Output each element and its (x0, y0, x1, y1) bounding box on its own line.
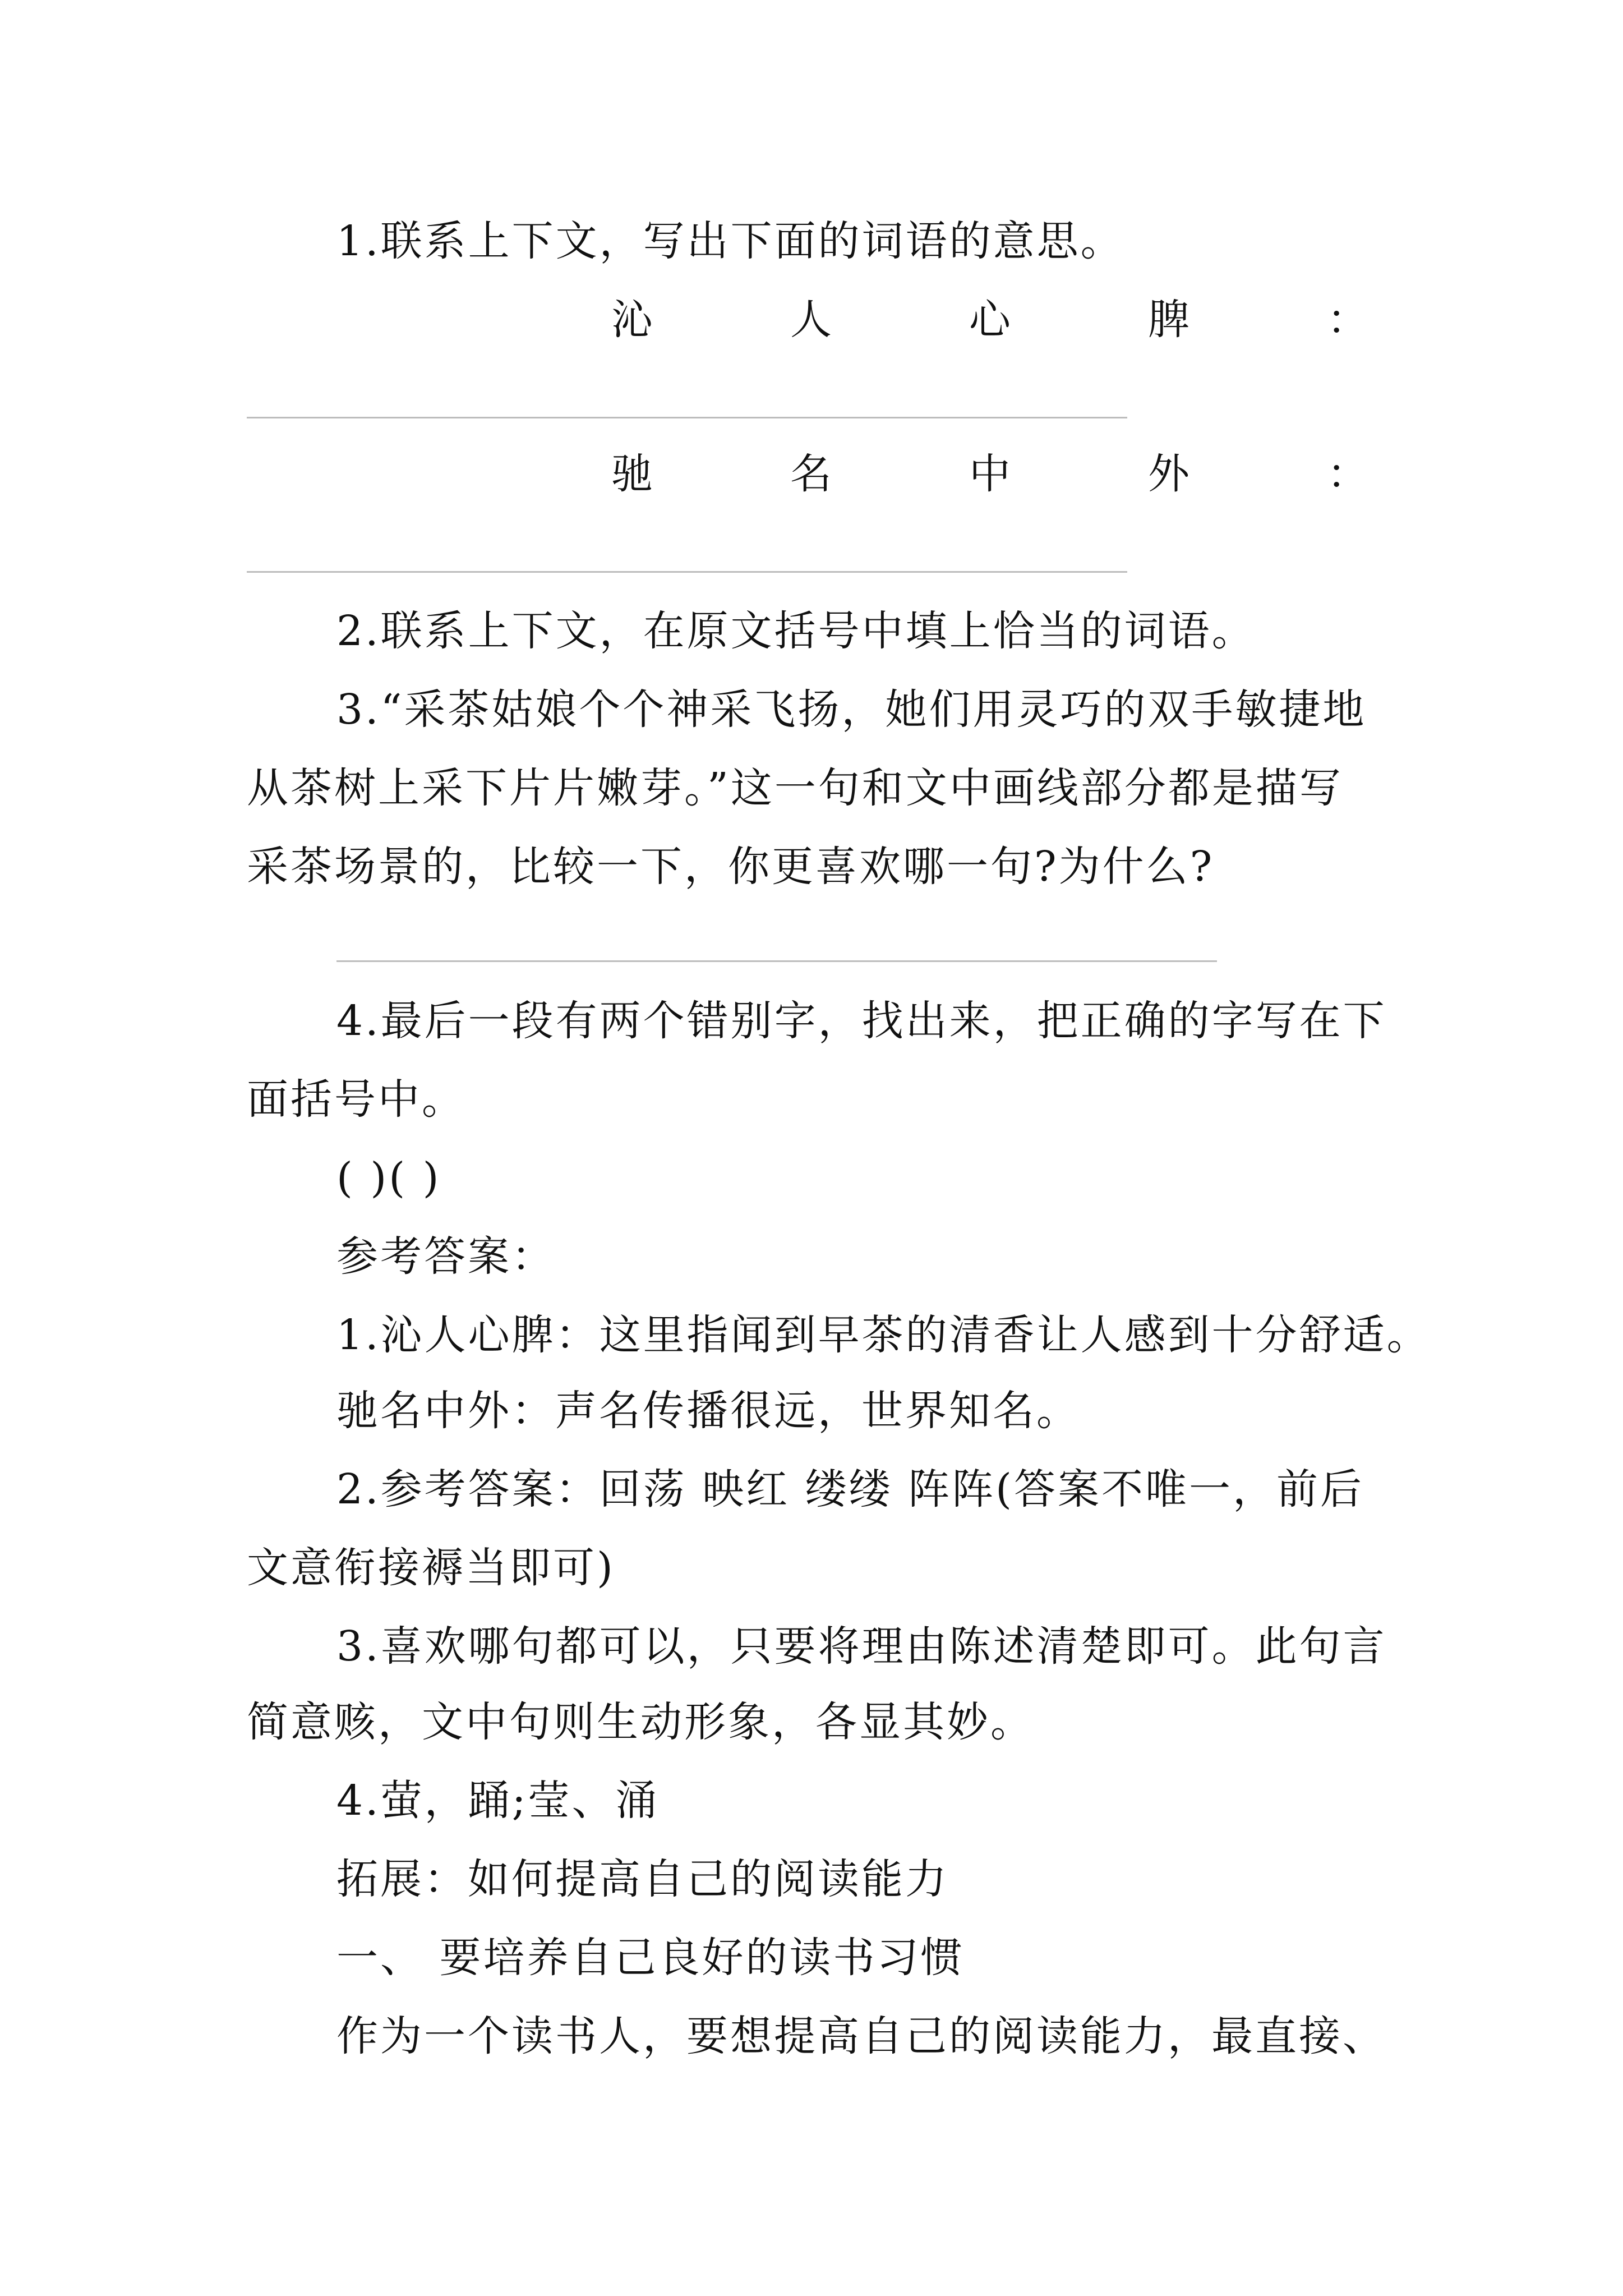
question-1-word-2 (611, 446, 1368, 502)
question-1-title: 1.联系上下文，写出下面的词语的意思。 (336, 217, 1124, 265)
question-3-line: 采茶场景的，比较一下，你更喜欢哪一句?为什么? (247, 843, 1215, 891)
answer-2-line: 2.参考答案：回荡 映红 缕缕 阵阵(答案不唯一，前后 (336, 1465, 1364, 1513)
word-colon: ： (1327, 296, 1368, 344)
word-char: 中 (969, 450, 1011, 498)
word-char: 驰 (611, 450, 653, 498)
question-4-line: 4.最后一段有两个错别字，找出来，把正确的字写在下 (336, 997, 1387, 1045)
answer-blank-line (336, 960, 1217, 962)
question-4-line: 面括号中。 (247, 1075, 465, 1124)
answer-4: 4.萤，踊;莹、涌 (336, 1777, 660, 1825)
section-heading: 一、 要培养自己良好的读书习惯 (336, 1934, 965, 1982)
word-char: 心 (969, 296, 1011, 344)
answer-3-line: 简意赅，文中句则生动形象，各显其妙。 (247, 1698, 1034, 1746)
word-char: 名 (790, 450, 832, 498)
word-char: 人 (790, 296, 832, 344)
word-char: 外 (1148, 450, 1189, 498)
answer-blank-line (247, 417, 1127, 418)
question-3-line: 从茶树上采下片片嫩芽。”这一句和文中画线部分都是描写 (247, 764, 1343, 812)
question-2-title: 2.联系上下文，在原文括号中填上恰当的词语。 (336, 607, 1256, 655)
word-char: 沁 (611, 296, 653, 344)
paragraph-line: 作为一个读书人，要想提高自己的阅读能力，最直接、 (336, 2012, 1386, 2060)
answer-blank-line (247, 571, 1127, 573)
answer-2-line: 文意衔接褥当即可) (247, 1544, 615, 1592)
question-3-line: 3.“采茶姑娘个个神采飞扬，她们用灵巧的双手敏捷地 (336, 685, 1367, 734)
answers-heading: 参考答案： (336, 1232, 555, 1281)
answer-1-line: 驰名中外：声名传播很远，世界知名。 (336, 1387, 1080, 1435)
answer-3-line: 3.喜欢哪句都可以，只要将理由陈述清楚即可。此句言 (336, 1622, 1387, 1671)
question-1-word-1 (611, 292, 1368, 348)
word-char: 脾 (1148, 296, 1189, 344)
word-colon: ： (1327, 450, 1368, 498)
answer-1-line: 1.沁人心脾：这里指闻到早茶的清香让人感到十分舒适。 (336, 1311, 1431, 1359)
extension-title: 拓展：如何提高自己的阅读能力 (336, 1855, 949, 1903)
question-4-brackets: ( )( ) (336, 1154, 441, 1202)
